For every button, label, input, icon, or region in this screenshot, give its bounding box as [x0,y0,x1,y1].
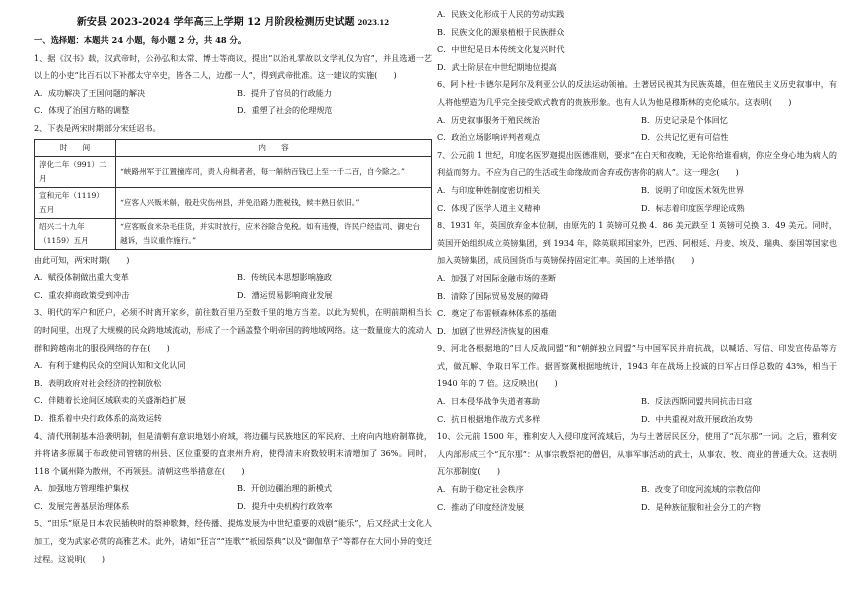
q4-options [34,480,432,515]
q7-options [437,182,837,217]
q3-option-d: D．推系着中央行政体系的高效运转 [34,412,162,423]
q8-stem: 8、1931 年，英国放弃金本位制，由原先的 1 英镑可兑换 4．86 美元跌至 1 英镑可兑换 3．49 美元。同时，英国开始组织成立英镑集团，到 1934 年，除英联邦国家外，巴西、阿根廷、丹麦、埃及、瑞典、泰国等国家也加入英镑集团，成员国货币与英镑保持固定汇率。英国的上述举措( ) [437,220,837,266]
table-cell-content: “应客人兴贩米斛，般赴灾伤州县，并免沿路力胜税钱，候丰熟日依旧。” [116,187,432,218]
q5-option-c: C．中世纪是日本传统文化复兴时代 [437,44,565,55]
q7-option-d: D．标志着印度医学理论成熟 [641,202,745,213]
q4-stem: 4、清代刑制基本沿袭明制，但是清朝有意识地划小府域，将边疆与民族地区的军民府、土府向内地府制靠拢，并将诸多原属于布政使司管辖的州县、区位重要的直隶州升府，使得清末府数较明末清增加了 36%。同时，118 个属州降为散州，不再领县。清朝这些举措意在( ) [34,430,432,476]
q3-option-c: C．伴随着长途间区域联卖的关盛渐趋扩展 [34,395,186,406]
title-text: 新安县 2023-2024 学年高三上学期 12 月阶段检测历史试题 [76,17,355,28]
q5-option-d: D．武士阶层在中世纪期地位提高 [437,61,557,72]
q9-option-a: A．日本侵华战争失道者寡助 [437,396,540,407]
q10-options [437,481,837,516]
section-heading: 一、选择题：本题共 24 小题，每小题 2 分，共 48 分。 [34,35,247,45]
q3-options [34,357,432,427]
q7-option-a: A．与印度种姓制度密切相关 [437,184,540,195]
q7-option-c: C．体现了医学人道主义精神 [437,202,541,213]
table-cell-content: “应客贩食米杂毛佳货，并实时放行，应米谷除合免税。如有违慢，许民户经监司、御史台越诉，当议重作施行。” [116,218,432,249]
q2-options [34,269,432,304]
q10-option-c: C．推动了印度经济发展 [437,501,525,512]
q2-stem: 2、下表是两宋时期部分宋廷诏书。 [34,122,161,133]
q4-option-a: A．加强地方管理维护集权 [34,483,129,494]
q10-option-d: D．是种族征服和社会分工的产物 [641,501,761,512]
q2-edict-table [34,139,432,250]
q6-option-a: A．历史叙事服务于殖民统治 [437,114,540,125]
q3-option-a: A．有利于建构民众的空间认知和文化认同 [34,360,186,371]
table-header-content: 内 容 [116,139,432,156]
q1-option-a: A．成功解决了王国问题的解决 [34,87,146,98]
left-column [34,6,432,568]
q10-stem: 10、公元前 1500 年，雅利安人入侵印度河流域后，为与土著居民区分，使用了“瓦尔那”一词。之后，雅利安人内部形成三个“瓦尔那”：从事宗教祭祀的僧侣，从事军事活动的武士，从事农、牧、商业的普通大众。这表明瓦尔那制度( ) [437,431,837,477]
table-cell-time: 淳化二年（991）二月 [35,156,116,187]
q3-option-b: B．表明政府对社会经济的控制放松 [34,377,162,388]
q6-options [437,112,837,147]
table-cell-time: 宣和元年（1119）五月 [35,187,116,218]
q6-stem: 6、阿卜杜·卡德尔是阿尔及利亚公认的反法运动领袖。土著居民视其为民族英雄，但在殖民主义历史叙事中，有人将他塑造为几乎完全接受欧式教育的贵族形象。也有人认为他是穆斯林的克伦威尔。这表明( ) [437,79,837,107]
table-row [35,187,432,218]
q1-option-d: D．重塑了社会的伦理规范 [237,105,333,116]
table-header-row [35,139,432,156]
q5-option-a: A．民族文化形成于人民的劳动实践 [437,9,565,19]
q10-option-b: B．改变了印度河流域的宗教信仰 [641,484,761,495]
q10-option-a: A．有助于稳定社会秩序 [437,484,524,495]
q4-option-d: D．提升中央机构行政效率 [237,500,333,511]
table-row [35,156,432,187]
q8-option-d: D．加剧了世界经济恢复的困难 [437,325,549,336]
q7-option-b: B．说明了印度医术领先世界 [641,184,745,195]
q1-options [34,85,432,120]
q9-option-d: D．中共重视对敌开展政治攻势 [641,413,753,424]
q6-option-c: C．政治立场影响评判者观点 [437,132,541,143]
q6-option-d: D．公共记忆更有可信性 [641,132,729,143]
title-date: 2023.12 [357,18,390,27]
q8-option-b: B．清除了国际贸易发展的障碍 [437,290,549,301]
q9-option-b: B．反法西斯同盟共同抗击日寇 [641,396,753,407]
table-cell-content: “峡路州军于江置撞库司，责人舟楫者者，每一斛纳百钱已上至一千二百，自今除之。” [116,156,432,187]
table-header-time: 时 间 [35,139,116,156]
q1-option-c: C．体现了治国方略的调整 [34,105,130,116]
q7-stem: 7、公元前 1 世纪，印度名医罗迦提出医德准则，要求“在白天和夜晚，无论你给谁看病，你应全身心地为病人的利益而努力。不应为自己的生活或生命缘故而舍弃或伤害你的病人”。这一理念( ) [437,149,837,178]
q2-option-b: B．传统民本思想影响施政 [237,272,332,283]
right-column [437,6,837,516]
q9-option-c: C．抗日根据地作战方式多样 [437,413,541,424]
q8-option-a: A．加强了对国际金融市场的垄断 [437,272,557,283]
q5-options [437,6,837,76]
q2-tail: 由此可知，两宋时期( ) [34,254,130,265]
q2-option-c: C．重农抑商政策受到冲击 [34,289,130,300]
q3-stem: 3、明代的军户和匠户，必须不时离开家乡，前往数百里乃至数千里的地方当差。以此为契机，在明前期相当长的时间里，出现了大规模的民众跨地域流动，形成了一个涵盖整个明帝国的跨地域网络。这一数量庞大的流动人群和跨越南北的服役网络的存在( ) [34,307,432,353]
table-row [35,218,432,249]
table-cell-time: 绍兴二十九年（1159）五月 [35,218,116,249]
exam-title [34,14,432,32]
q4-option-c: C．发展完善基层治理体系 [34,500,130,511]
q2-option-a: A．赋役体制做出重大变革 [34,272,129,283]
q6-option-b: B．历史记录是个体回忆 [641,114,728,125]
q8-option-c: C．奠定了布雷顿森林体系的基础 [437,308,557,319]
q9-options [437,393,837,428]
q8-options [437,270,837,340]
q2-option-d: D．漕运贸易影响商业发展 [237,289,333,300]
q9-stem: 9、河北各根据地的“日人反战同盟”和“朝鲜独立同盟”与中国军民并肩抗战，以喊话、写信、印发宣传品等方式，做瓦解、争取日军工作。据晋察冀根据地统计，1943 年在战场上投诚的日军占日俘总数的 43%，相当于 1940 年的 7 倍。这反映出( ) [437,343,837,389]
q1-option-b: B．提升了官员的行政能力 [237,87,332,98]
q5-stem: 5、“田乐”原是日本农民插秧时的祭神歌舞，经传播、提炼发展为中世纪重要的戏剧“能乐”，后又经武士文化人加工，变为武家必赏的高雅艺术。此外，诸如“狂言”“连歌”“祇园祭典”以及“御伽草子”等都存在大同小异的变迁过程。这说明( ) [34,518,432,564]
q5-option-b: B．民族文化的源泉植根于民族群众 [437,26,565,37]
q1-stem: 1、据《汉书》载，汉武帝时，公孙弘和太常、博士等商议，提出“以治礼掌故以文学礼仪为官”，并且选通一艺以上的小吏“比百石以下补郡太守卒史，皆各二人，边郡一人”，得到武帝批准。这一建议的实施( ) [34,52,432,81]
q4-option-b: B．开创边疆治理的新模式 [237,483,332,494]
